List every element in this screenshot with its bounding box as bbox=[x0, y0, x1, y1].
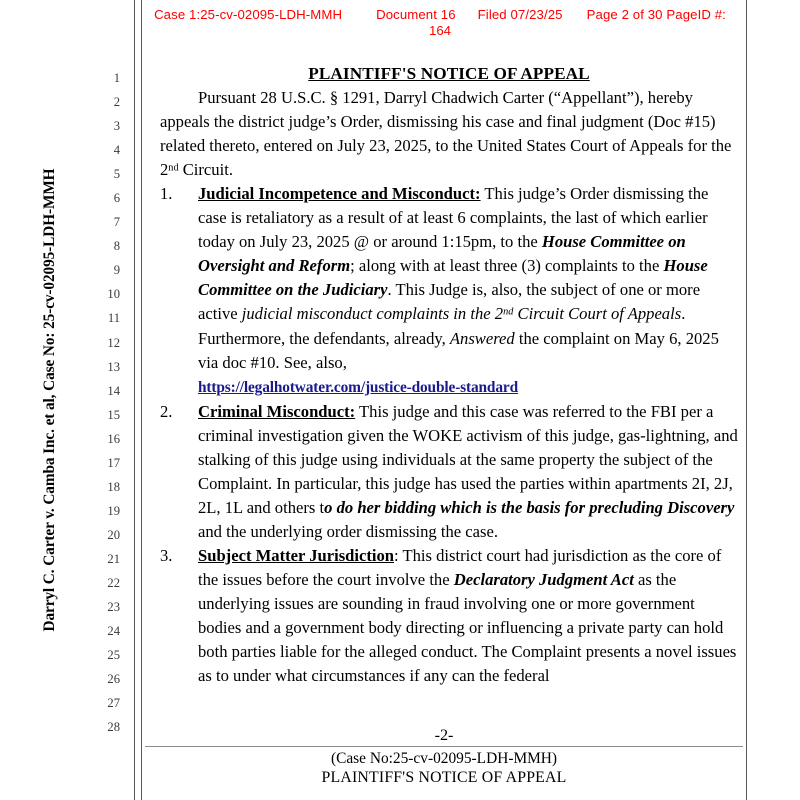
line-number: 8 bbox=[113, 239, 120, 254]
line-number: 16 bbox=[107, 431, 120, 446]
left-rule-inner bbox=[141, 0, 142, 800]
claim-item-1 bbox=[160, 182, 738, 399]
claim-heading: Judicial Incompetence and Misconduct: bbox=[198, 184, 481, 204]
claim-text: . Furthermore, the defendants, already, bbox=[198, 304, 686, 348]
emphasis-answered: Answered bbox=[449, 328, 515, 348]
line-number: 19 bbox=[107, 503, 120, 518]
line-number: 21 bbox=[107, 551, 120, 566]
line-number: 12 bbox=[107, 335, 120, 350]
claim-text: the complaint on May 6, 2025 via doc #10. See, also, bbox=[198, 328, 719, 372]
ecf-stamp-header bbox=[110, 6, 770, 23]
line-number: 26 bbox=[107, 672, 120, 687]
line-number: 24 bbox=[107, 624, 120, 639]
line-number: 27 bbox=[107, 696, 120, 711]
line-number: 11 bbox=[107, 311, 120, 326]
line-number: 6 bbox=[113, 191, 120, 206]
line-number: 7 bbox=[113, 215, 120, 230]
line-number: 25 bbox=[107, 648, 120, 663]
ecf-case-number: Case 1:25-cv-02095-LDH-MMH bbox=[154, 7, 343, 22]
emphasis-declaratory-judgment-act: Declaratory Judgment Act bbox=[453, 569, 634, 589]
line-number: 3 bbox=[113, 119, 120, 134]
emphasis-house-oversight: House Committee on Oversight and Reform bbox=[198, 232, 686, 276]
claim-marker: 1. bbox=[160, 184, 173, 204]
claim-ordinal-suffix: nd bbox=[503, 307, 514, 319]
line-number: 14 bbox=[107, 383, 120, 398]
line-number: 22 bbox=[107, 575, 120, 590]
claim-text: This judge’s Order dismissing the case is retaliatory as a result of at least 6 complaints, the last of which earlier today on July 23, 2025 @ or around 1:15pm, to the bbox=[198, 184, 709, 252]
claim-heading: Subject Matter Jurisdiction bbox=[198, 545, 395, 565]
emphasis-misconduct-complaints: judicial misconduct complaints in the 2 bbox=[241, 304, 504, 324]
page-title: PLAINTIFF'S NOTICE OF APPEAL bbox=[308, 64, 590, 83]
claim-text: as the underlying issues are sounding in fraud involving one or more government bodies and a government body directing or influencing a private party can hold both parties liable for the alleged conduct. The Complaint presents a novel issues as to under what circumstances if any can the federal bbox=[198, 569, 737, 686]
footer-page-number: -2- bbox=[434, 726, 454, 744]
claim-item-3 bbox=[160, 544, 738, 688]
intro-ordinal-suffix: nd bbox=[168, 162, 179, 174]
emphasis-circuit-court: Circuit Court of Appeals bbox=[517, 304, 682, 324]
line-number: 13 bbox=[107, 359, 120, 374]
footer-document-title: PLAINTIFF'S NOTICE OF APPEAL bbox=[321, 769, 567, 786]
vertical-case-caption-text: Darryl C. Carter v. Camba Inc. et al, Case No: 25-cv-02095-LDH-MMH bbox=[41, 168, 58, 632]
document-body bbox=[160, 62, 738, 688]
emphasis-house-judiciary: House Committee on the Judiciary bbox=[198, 256, 708, 300]
intro-paragraph bbox=[160, 86, 738, 182]
right-rule bbox=[746, 0, 747, 800]
ecf-pageid-number: 164 bbox=[428, 23, 451, 38]
line-number: 17 bbox=[107, 455, 120, 470]
line-number: 20 bbox=[107, 527, 120, 542]
line-number: 18 bbox=[107, 479, 120, 494]
claim-item-2 bbox=[160, 400, 738, 544]
claim-marker: 2. bbox=[160, 401, 173, 421]
line-number: 15 bbox=[107, 407, 120, 422]
claim-text: . This Judge is, also, the subject of one or more active bbox=[198, 280, 701, 324]
line-number: 28 bbox=[107, 720, 120, 735]
claim-text: This judge and this case was referred to the FBI per a criminal investigation given the WOKE activism of this judge, gas-lightning, and stalking of this judge using individuals at the same property the subject of the Complaint. In particular, this judge has used the parties within apartments 2I, 2J, 2L, 1L and others t bbox=[198, 401, 738, 517]
intro-text: Pursuant 28 U.S.C. § 1291, Darryl Chadwich Carter (“Appellant”), hereby appeals the district judge’s Order, dismissing his case and final judgment (Doc #15) related thereto, entered on July 23, 2025, to the United States Court of Appeals for the 2 bbox=[160, 88, 732, 180]
intro-text-tail: Circuit. bbox=[178, 160, 233, 180]
claim-heading: Criminal Misconduct: bbox=[198, 401, 356, 421]
ecf-filed-date: Filed 07/23/25 bbox=[477, 7, 563, 22]
vertical-case-caption bbox=[0, 0, 100, 800]
claim-text: and the underlying order dismissing the case. bbox=[198, 521, 499, 541]
emphasis-do-her-bidding: o do her bidding which is the basis for precluding Discovery bbox=[324, 497, 735, 517]
claim-text: ; along with at least three (3) complaints to the bbox=[350, 256, 664, 276]
footer-case-number: (Case No:25-cv-02095-LDH-MMH) bbox=[330, 750, 558, 767]
line-number: 2 bbox=[113, 95, 120, 110]
claim-text: : This district court had jurisdiction as the core of the issues before the court involve the bbox=[198, 545, 722, 589]
line-number: 9 bbox=[113, 263, 120, 278]
external-link[interactable]: https://legalhotwater.com/justice-double-standard bbox=[198, 378, 518, 396]
page-footer bbox=[145, 726, 743, 787]
claims-list bbox=[160, 182, 738, 688]
line-number-column bbox=[86, 66, 120, 739]
ecf-document-number: Document 16 bbox=[376, 7, 456, 22]
line-number: 1 bbox=[113, 71, 120, 85]
claim-marker: 3. bbox=[160, 545, 173, 565]
ecf-page-label: Page 2 of 30 PageID #: bbox=[586, 7, 726, 22]
line-number: 4 bbox=[113, 143, 120, 158]
line-number: 10 bbox=[107, 287, 120, 302]
left-rule-outer bbox=[134, 0, 135, 800]
line-number: 5 bbox=[113, 167, 120, 182]
line-number: 23 bbox=[107, 600, 120, 615]
